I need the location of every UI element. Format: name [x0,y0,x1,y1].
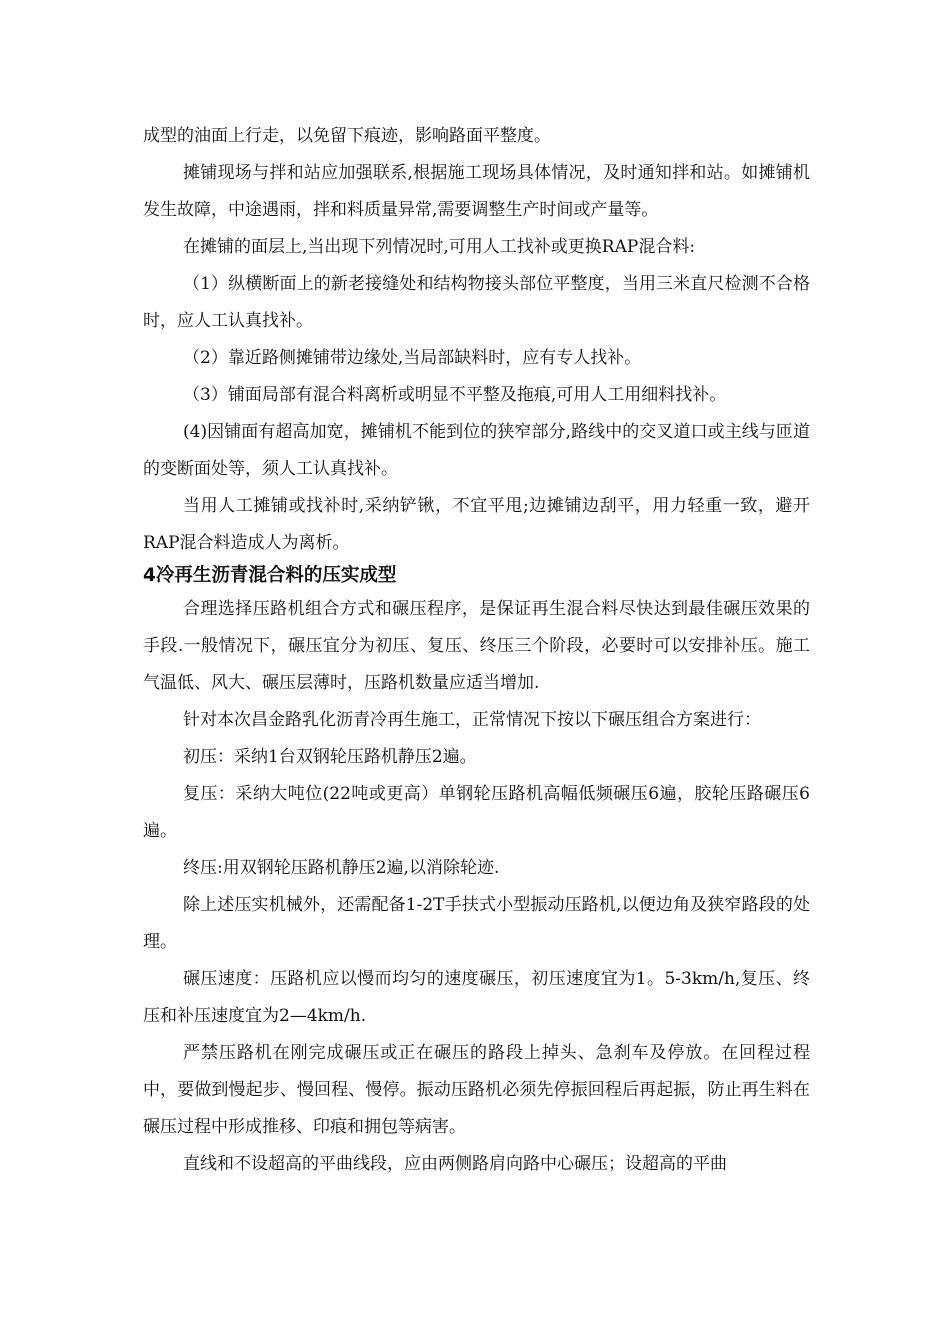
paragraph: (4)因铺面有超高加宽，摊铺机不能到位的狭窄部分,路线中的交叉道口或主线与匝道的变断面处等，须人工认真找补。 [143,422,810,479]
paragraph: （2）靠近路侧摊铺带边缘处,当局部缺料时，应有专人找补。 [183,348,642,368]
paragraph: 摊铺现场与拌和站应加强联系,根据施工现场具体情况，及时通知拌和站。如摊铺机发生故障，中途遇雨，拌和料质量异常,需要调整生产时间或产量等。 [143,163,810,220]
paragraph: 终压:用双钢轮压路机静压2遍,以消除轮迹. [183,858,500,878]
paragraph: （1）纵横断面上的新老接缝处和结构物接头部位平整度，当用三米直尺检测不合格时，应人工认真找补。 [143,274,810,331]
paragraph: 复压：采纳大吨位(22吨或更高）单钢轮压路机高幅低频碾压6遍，胶轮压路碾压6遍。 [143,784,810,841]
paragraph: 当用人工摊铺或找补时,采纳铲锹，不宜平甩;边摊铺边刮平，用力轻重一致，避开RAP混合料造成人为离析。 [143,496,810,553]
paragraph: 成型的油面上行走，以免留下痕迹，影响路面平整度。 [143,126,551,146]
paragraph: 严禁压路机在刚完成碾压或正在碾压的路段上掉头、急刹车及停放。在回程过程中，要做到慢起步、慢回程、慢停。振动压路机必须先停振回程后再起振，防止再生料在碾压过程中形成推移、印痕和拥包等病害。 [143,1043,810,1137]
paragraph: 针对本次昌金路乳化沥青冷再生施工，正常情况下按以下碾压组合方案进行： [183,710,761,730]
paragraph: （3）铺面局部有混合料离析或明显不平整及拖痕,可用人工用细料找补。 [183,385,727,405]
paragraph: 在摊铺的面层上,当出现下列情况时,可用人工找补或更换RAP混合料: [183,237,696,257]
paragraph: 直线和不设超高的平曲线段，应由两侧路肩向路中心碾压；设超高的平曲 [183,1154,727,1174]
paragraph: 初压：采纳1台双钢轮压路机静压2遍。 [183,747,477,767]
paragraph: 除上述压实机械外，还需配备1-2T手扶式小型振动压路机,以便边角及狭窄路段的处理。 [143,895,810,952]
section-heading: 4冷再生沥青混合料的压实成型 [143,565,397,586]
paragraph: 碾压速度：压路机应以慢而均匀的速度碾压，初压速度宜为1。5-3km/h,复压、终压和补压速度宜为2—4km/h. [143,969,810,1026]
paragraph: 合理选择压路机组合方式和碾压程序，是保证再生混合料尽快达到最佳碾压效果的手段.一般情况下，碾压宜分为初压、复压、终压三个阶段，必要时可以安排补压。施工气温低、风大、碾压层薄时，压路机数量应适当增加. [143,599,810,693]
section-after [143,591,810,1183]
section-before [143,118,810,562]
